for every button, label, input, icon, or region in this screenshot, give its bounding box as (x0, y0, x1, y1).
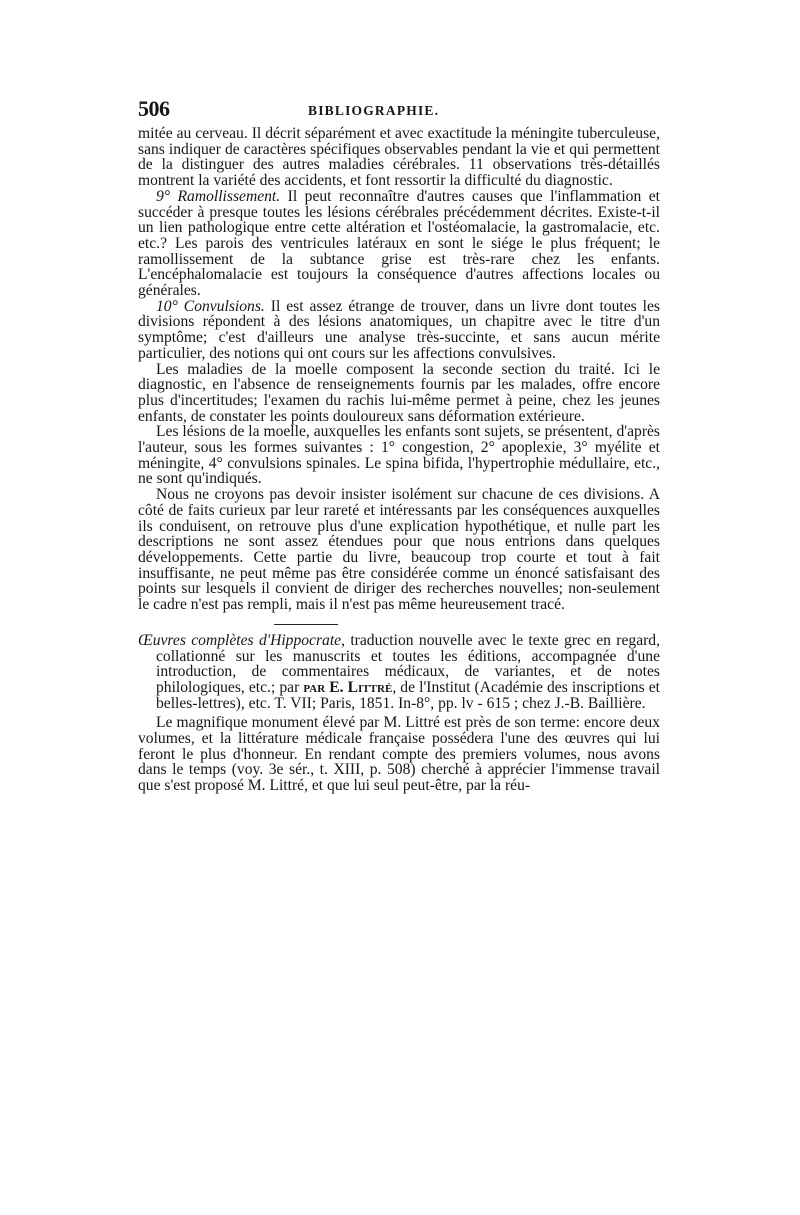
paragraph: Les lésions de la moelle, auxquelles les enfants sont sujets, se présentent, d'après l'auteur, sous les formes suivantes : 1° congestion, 2° apoplexie, 3° myélite et méningite, 4° convulsions spinales. Le spina bifida, l'hypertrophie médullaire, etc., ne sont qu'indiqués. (138, 423, 660, 488)
book-author: par E. Littré (303, 678, 393, 696)
paragraph-text: Il peut reconnaître d'autres causes que l'inflammation et succéder à presque toutes les lésions cérébrales précédemment décrites. Existe-t-il un lien pathologique entre cette altération et l'ostéomalacie, la gastromalacie, etc. etc.? Les parois des ventricules latéraux en sont le siége le plus fréquent; le ramollissement de la subtance grise est très-rare chez les enfants. L'encéphalomalacie est toujours la conséquence d'autres affections locales ou générales. (138, 187, 661, 300)
review-paragraph: Le magnifique monument élevé par M. Littré est près de son terme: encore deux volumes, et la littérature médicale française possédera l'une des œuvres qui lui feront le plus d'honneur. En rendant compte des premiers volumes, nous avons dans le temps (voy. 3e sér., t. XIII, p. 508) cherché à apprécier l'immense travail que s'est proposé M. Littré, et que lui seul peut-être, par la réu- (138, 714, 660, 795)
running-head: BIBLIOGRAPHIE. (308, 103, 440, 118)
paragraph-convulsions (138, 299, 660, 362)
book-title: Œuvres complètes d'Hippocrate (138, 631, 342, 649)
book-page (138, 96, 660, 794)
page-number: 506 (138, 96, 170, 121)
section-heading: 10° Convulsions. (156, 297, 265, 315)
page-header (138, 96, 660, 122)
paragraph-text: Il est assez étrange de trouver, dans un livre dont toutes les divisions répondent à des lésions anatomiques, un chapitre avec le titre d'un symptôme; c'est d'ailleurs une analyse très-succinte, et sans aucun mérite particulier, des notions qui ont cours sur les affections convulsives. (138, 297, 660, 362)
bibliography-text: , traduction nouvelle avec le texte grec en regard, collationné sur les manuscrits et toutes les éditions, accompagnée d'une introduction, de commentaires médicaux, de variantes, et de notes philologiques, etc.; par (156, 631, 660, 696)
section-divider (274, 624, 338, 625)
paragraph-ramollissement (138, 189, 660, 299)
section-heading: 9° Ramollissement. (156, 187, 281, 205)
paragraph: mitée au cerveau. Il décrit séparément et avec exactitude la méningite tuberculeuse, sans indiquer de caractères spécifiques observables pendant la vie et qui permettent de la distinguer des autres maladies cérébrales. 11 observations très-détaillés montrent la variété des accidents, et font ressortir la difficulté du diagnostic. (138, 125, 660, 190)
paragraph: Les maladies de la moelle composent la seconde section du traité. Ici le diagnostic, en l'absence de renseignements fournis par les malades, offre encore plus d'incertitudes; l'examen du rachis lui-même permet à peine, chez les jeunes enfants, de constater les points douloureux sans déformation extérieure. (138, 360, 660, 425)
bibliography-text: , de l'Institut (Académie des inscriptions et belles-lettres), etc. T. VII; Paris, 1851. In-8°, pp. lv - 615 ; chez J.-B. Baillière. (156, 678, 661, 712)
bibliography-entry (138, 633, 660, 712)
paragraph: Nous ne croyons pas devoir insister isolément sur chacune de ces divisions. A côté de faits curieux par leur rareté et intéressants par les conséquences auxquelles ils conduisent, on retrouve plus d'une explication hypothétique, et nulle part les descriptions ne sont assez étendues pour que nous entrions dans quelques développements. Cette partie du livre, beaucoup trop courte et tout à fait insuffisante, ne peut même pas être considérée comme un énoncé satisfaisant des points sur lesquels il convient de diriger des recherches nouvelles; non-seulement le cadre n'est pas rempli, mais il n'est pas même heureusement tracé. (138, 486, 660, 614)
page-body (138, 126, 660, 794)
